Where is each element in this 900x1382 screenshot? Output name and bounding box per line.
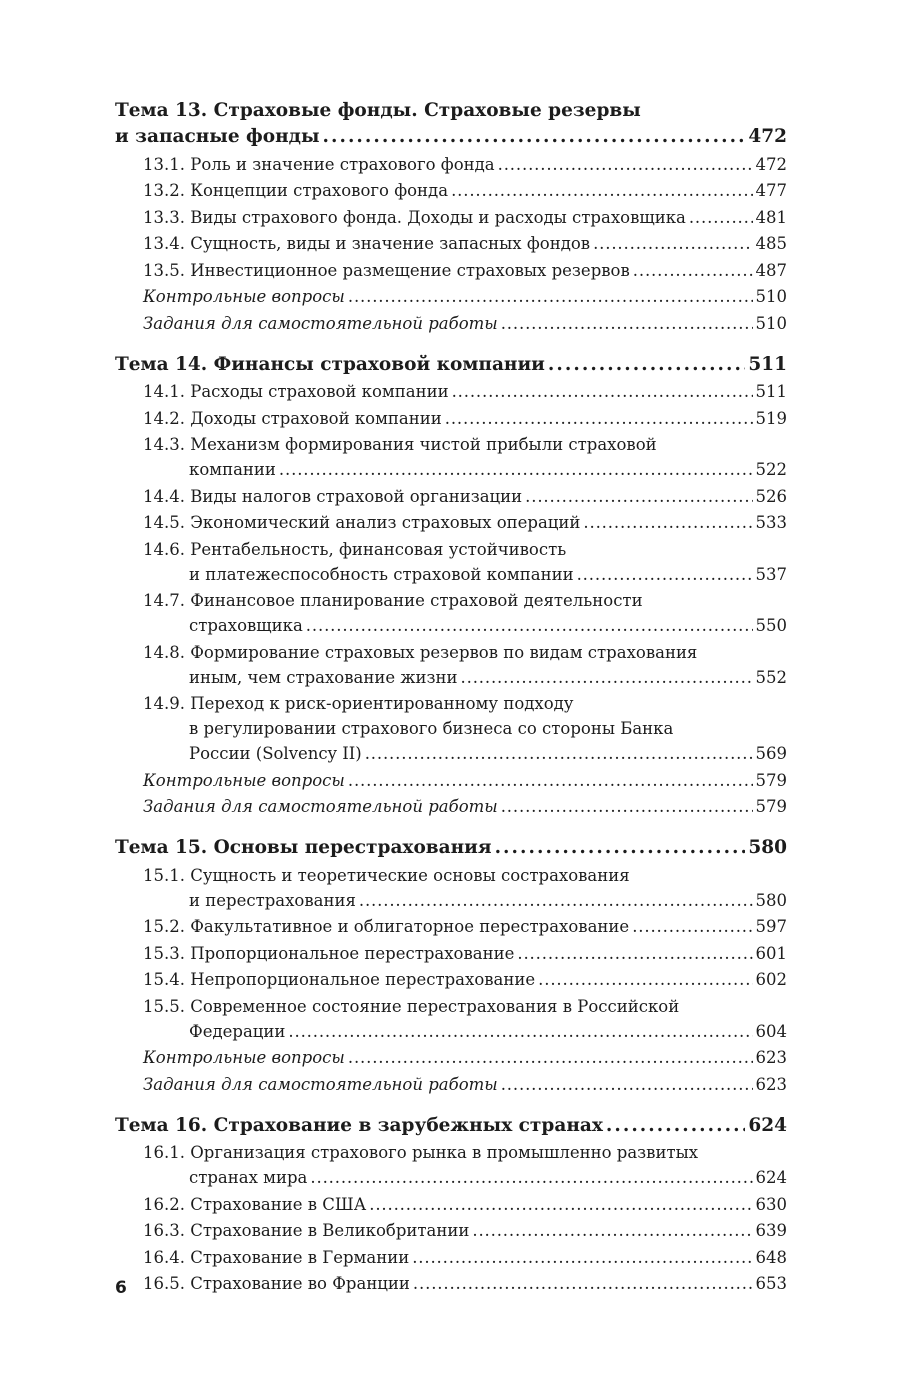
- toc-entry-title: 13.5. Инвестиционное размещение страховых резервов: [143, 260, 630, 280]
- toc-entry-line: 14.9. Переход к риск-ориентированному подходу: [143, 694, 574, 713]
- dot-leader: [525, 484, 752, 509]
- dot-leader: [348, 284, 753, 309]
- toc-subsection-entry: [115, 1192, 787, 1217]
- toc-entry-title: России (Solvency II): [189, 744, 362, 763]
- toc-line: [143, 1019, 787, 1044]
- toc-entry-title: 13.1. Роль и значение страхового фонда: [143, 154, 495, 174]
- toc-entry-title: 14.5. Экономический анализ страховых операций: [143, 513, 581, 532]
- toc-page-number: 552: [755, 667, 787, 687]
- toc-entry-title: Задания для самостоятельной работы: [143, 797, 498, 816]
- toc-page-number: 601: [755, 943, 787, 963]
- toc-entry-title: 15.2. Факультативное и облигаторное перестрахование: [143, 917, 630, 936]
- toc-page-number: 639: [755, 1221, 787, 1240]
- toc-line: [143, 284, 787, 309]
- toc-auxiliary-entry: [115, 794, 787, 819]
- toc-subsection-entry: [115, 231, 787, 256]
- toc-page-number: 580: [748, 837, 787, 858]
- dot-leader: [412, 1245, 752, 1270]
- dot-leader: [348, 1045, 753, 1070]
- toc-line: [143, 311, 787, 336]
- dot-leader: [472, 1218, 752, 1243]
- toc-subsection-entry: [115, 258, 787, 283]
- toc-entry-title: 15.3. Пропорциональное перестрахование: [143, 943, 515, 963]
- toc-theme-title-line: Тема 13. Страховые фонды. Страховые резервы: [115, 100, 641, 121]
- toc-page-number: 526: [755, 486, 787, 506]
- toc-subsection-entry: [115, 914, 787, 939]
- toc-entry-title: 14.4. Виды налогов страховой организации: [143, 486, 523, 506]
- toc-subsection-entry: [115, 1245, 787, 1270]
- toc-entry-title: Тема 15. Основы перестрахования: [115, 837, 492, 858]
- dot-leader: [310, 1165, 752, 1190]
- toc-entry-title: странах мира: [189, 1168, 308, 1187]
- toc-subsection-entry: [115, 432, 787, 482]
- toc-subsection-entry: [115, 1271, 787, 1296]
- toc-entry-line: 14.6. Рентабельность, финансовая устойчивость: [143, 539, 567, 559]
- dot-leader: [348, 768, 753, 793]
- toc-line: [143, 205, 787, 230]
- toc-entry-title: компании: [189, 460, 276, 479]
- dot-leader: [632, 914, 752, 939]
- toc-line: [115, 835, 787, 861]
- toc-entry-title: страховщика: [189, 616, 303, 635]
- dot-leader: [517, 941, 752, 966]
- toc-page-number: 623: [755, 1074, 787, 1094]
- toc-entry-title: Задания для самостоятельной работы: [143, 1074, 498, 1094]
- toc-entry-line: 14.8. Формирование страховых резервов по видам страхования: [143, 642, 698, 662]
- toc-line: [143, 1072, 787, 1097]
- toc-page-number: 597: [755, 917, 787, 936]
- toc-entry-line: 15.1. Сущность и теоретические основы сострахования: [143, 865, 630, 885]
- toc-entry-line: 16.1. Организация страхового рынка в промышленно развитых: [143, 1143, 699, 1162]
- toc-entry-title: Тема 14. Финансы страховой компании: [115, 353, 545, 375]
- toc-entry-title: 16.5. Страхование во Франции: [143, 1274, 410, 1293]
- toc-page-number: 569: [755, 744, 787, 763]
- toc-page-number: 624: [755, 1168, 787, 1187]
- dot-leader: [445, 406, 753, 431]
- toc-subsection-entry: [115, 379, 787, 404]
- toc-line: [143, 1165, 787, 1190]
- dot-leader: [633, 258, 753, 283]
- toc-subsection-entry: [115, 588, 787, 638]
- toc-entry-title: 16.3. Страхование в Великобритании: [143, 1221, 470, 1240]
- toc-item-list: [115, 863, 787, 1097]
- toc-entry-title: и запасные фонды: [115, 126, 320, 147]
- toc-subsection-entry: [115, 178, 787, 203]
- toc-line: [143, 379, 787, 404]
- toc-line: [143, 768, 787, 793]
- toc-subsection-entry: [115, 994, 787, 1044]
- dot-leader: [583, 510, 752, 535]
- toc-line: [115, 352, 787, 378]
- toc-page-number: 519: [755, 408, 787, 428]
- toc-entry-line: 15.5. Современное состояние перестрахования в Российской: [143, 996, 680, 1016]
- toc-page-number: 602: [755, 970, 787, 989]
- toc-page-number: 624: [748, 1114, 787, 1136]
- toc-auxiliary-entry: [115, 311, 787, 336]
- toc-theme-title: [115, 1113, 787, 1139]
- dot-leader: [279, 457, 753, 482]
- toc-page-number: 537: [755, 564, 787, 584]
- toc-theme-title: [115, 352, 787, 378]
- toc-page-number: 510: [755, 313, 787, 333]
- toc-page-number: 511: [755, 382, 787, 401]
- toc-line: [143, 1192, 787, 1217]
- toc-subsection-entry: [115, 967, 787, 992]
- toc-line: [143, 613, 787, 638]
- toc-page-number: 580: [755, 890, 787, 910]
- toc-subsection-entry: [115, 941, 787, 966]
- toc-subsection-entry: [115, 1218, 787, 1243]
- toc-line: [143, 231, 787, 256]
- dot-leader: [306, 613, 753, 638]
- toc-subsection-entry: [115, 205, 787, 230]
- toc-entry-title: 14.2. Доходы страховой компании: [143, 408, 442, 428]
- toc-auxiliary-entry: [115, 768, 787, 793]
- toc-page-number: 579: [755, 770, 787, 790]
- toc-subsection-entry: [115, 484, 787, 509]
- toc-line: [143, 258, 787, 283]
- toc-page-number: 485: [755, 234, 787, 253]
- toc-line: [143, 1271, 787, 1296]
- toc-entry-title: 15.4. Непропорциональное перестрахование: [143, 970, 536, 989]
- toc-page-number: 487: [755, 260, 787, 280]
- dot-leader: [323, 124, 746, 150]
- toc-line: [143, 888, 787, 913]
- toc-entry-title: 13.2. Концепции страхового фонда: [143, 181, 449, 200]
- dot-leader: [369, 1192, 752, 1217]
- dot-leader: [452, 379, 753, 404]
- toc-line: [143, 510, 787, 535]
- toc-entry-title: Контрольные вопросы: [143, 287, 345, 306]
- toc-subsection-entry: [115, 691, 787, 766]
- toc-page-number: 477: [755, 181, 787, 200]
- dot-leader: [288, 1019, 752, 1044]
- dot-leader: [689, 205, 753, 230]
- toc-entry-title: 16.4. Страхование в Германии: [143, 1247, 410, 1267]
- toc-subsection-entry: [115, 406, 787, 431]
- toc-entry-line: 14.3. Механизм формирования чистой прибыли страховой: [143, 435, 657, 454]
- toc-subsection-entry: [115, 1140, 787, 1190]
- toc-auxiliary-entry: [115, 1045, 787, 1070]
- dot-leader: [451, 178, 752, 203]
- toc-entry-title: Тема 16. Страхование в зарубежных странах: [115, 1114, 603, 1136]
- toc-entry-title: 13.4. Сущность, виды и значение запасных фондов: [143, 234, 591, 253]
- toc-item-list: [115, 152, 787, 336]
- toc-entry-title: и перестрахования: [189, 890, 356, 910]
- toc-subsection-entry: [115, 863, 787, 913]
- toc-page-number: 472: [755, 154, 787, 174]
- dot-leader: [498, 152, 753, 177]
- toc-line: [143, 1218, 787, 1243]
- toc-line: [143, 665, 787, 690]
- toc-theme-title: [115, 835, 787, 861]
- toc-page-number: 511: [748, 353, 787, 375]
- page-number: 6: [115, 1278, 127, 1298]
- dot-leader: [538, 967, 752, 992]
- toc-theme-section: [115, 352, 787, 820]
- toc-page-number: 510: [755, 287, 787, 306]
- toc-subsection-entry: [115, 537, 787, 587]
- toc-entry-title: Задания для самостоятельной работы: [143, 313, 498, 333]
- toc-line: [143, 457, 787, 482]
- dot-leader: [501, 1072, 753, 1097]
- toc-entry-title: 14.1. Расходы страховой компании: [143, 382, 449, 401]
- toc-entry-title: 16.2. Страхование в США: [143, 1194, 367, 1214]
- toc-entry-title: Контрольные вопросы: [143, 770, 345, 790]
- toc-entry-line: 14.7. Финансовое планирование страховой деятельности: [143, 591, 643, 610]
- toc-line: [143, 152, 787, 177]
- toc-line: [143, 741, 787, 766]
- toc-item-list: [115, 379, 787, 819]
- toc-entry-title: Федерации: [189, 1021, 286, 1041]
- dot-leader: [577, 562, 753, 587]
- toc-line: [143, 941, 787, 966]
- toc-page-number: 533: [755, 513, 787, 532]
- toc-page-number: 648: [755, 1247, 787, 1267]
- dot-leader: [501, 794, 753, 819]
- toc-line: [115, 1113, 787, 1139]
- dot-leader: [593, 231, 752, 256]
- dot-leader: [359, 888, 753, 913]
- toc-entry-title: иным, чем страхование жизни: [189, 667, 458, 687]
- toc-line: [143, 178, 787, 203]
- toc-page-number: 630: [755, 1194, 787, 1214]
- toc-page-number: 481: [755, 207, 787, 227]
- dot-leader: [495, 835, 746, 861]
- toc-page-number: 550: [755, 616, 787, 635]
- toc-line: [143, 406, 787, 431]
- dot-leader: [461, 665, 753, 690]
- toc-line: [143, 794, 787, 819]
- toc-theme-section: [115, 98, 787, 336]
- toc-page-number: 604: [755, 1021, 787, 1041]
- toc-subsection-entry: [115, 510, 787, 535]
- toc-line: [143, 484, 787, 509]
- toc-entry-line: в регулировании страхового бизнеса со стороны Банка: [189, 719, 674, 738]
- toc-line: [143, 1045, 787, 1070]
- toc-line: [143, 967, 787, 992]
- toc-line: [143, 562, 787, 587]
- table-of-contents: [115, 98, 787, 1296]
- toc-entry-title: и платежеспособность страховой компании: [189, 564, 574, 584]
- dot-leader: [365, 741, 753, 766]
- dot-leader: [501, 311, 753, 336]
- toc-page-number: 522: [755, 460, 787, 479]
- toc-page-number: 653: [755, 1274, 787, 1293]
- dot-leader: [413, 1271, 753, 1296]
- toc-page-number: 472: [748, 126, 787, 147]
- toc-subsection-entry: [115, 640, 787, 690]
- toc-page-number: 579: [755, 797, 787, 816]
- toc-auxiliary-entry: [115, 1072, 787, 1097]
- toc-line: [143, 1245, 787, 1270]
- dot-leader: [548, 352, 745, 378]
- toc-line: [143, 914, 787, 939]
- toc-page-number: 623: [755, 1048, 787, 1067]
- toc-theme-section: [115, 1113, 787, 1297]
- toc-theme-title: [115, 98, 787, 150]
- dot-leader: [606, 1113, 746, 1139]
- toc-subsection-entry: [115, 152, 787, 177]
- toc-auxiliary-entry: [115, 284, 787, 309]
- toc-item-list: [115, 1140, 787, 1296]
- toc-line: [115, 124, 787, 150]
- toc-theme-section: [115, 835, 787, 1097]
- toc-entry-title: 13.3. Виды страхового фонда. Доходы и расходы страховщика: [143, 207, 686, 227]
- toc-entry-title: Контрольные вопросы: [143, 1048, 345, 1067]
